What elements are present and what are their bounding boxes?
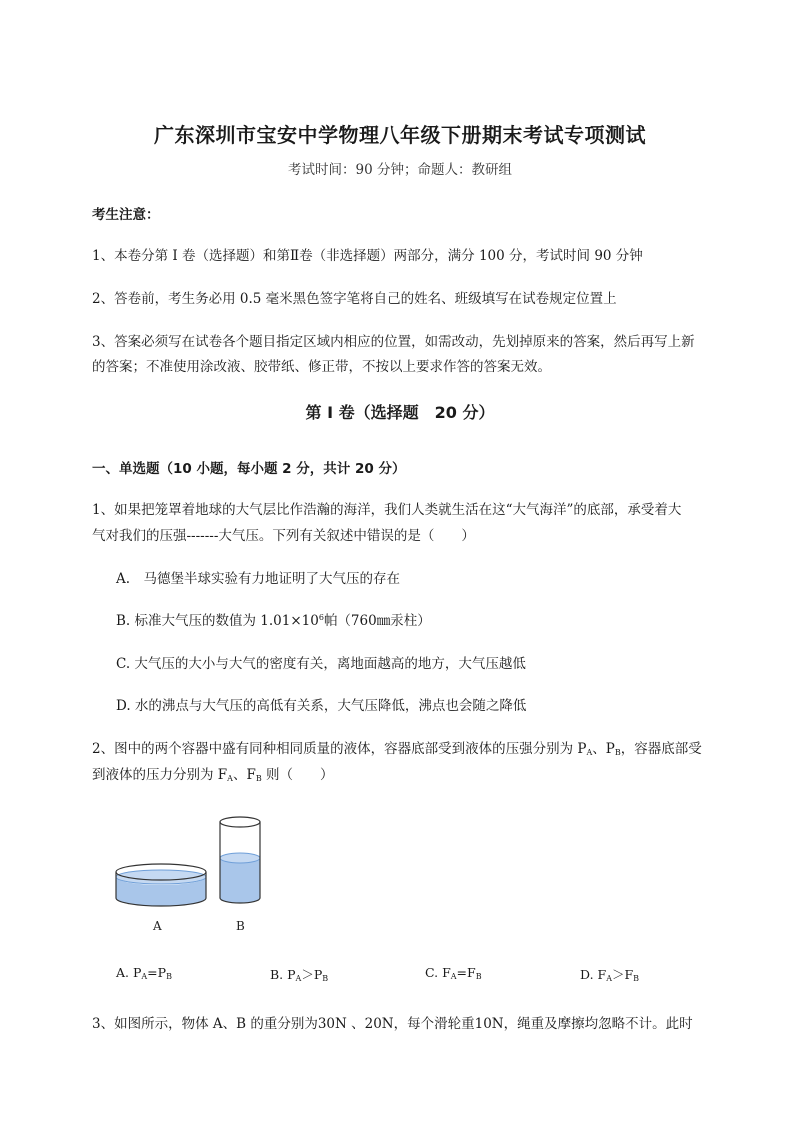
container-b-rim (220, 817, 260, 827)
q2-option-a (116, 965, 172, 981)
q2-opt-d-rel: ＞F (611, 967, 634, 982)
q2-opt-b-p: B. P (270, 967, 296, 982)
notice-item-2: 2、答卷前，考生务必用 0.5 毫米黑色签字笔将自己的姓名、班级填写在试卷规定位置上 (92, 291, 617, 307)
q2-stem-tail: ，容器底部受 (620, 741, 702, 757)
q2-line2-sub-a: A (227, 774, 233, 783)
q1-option-c: C. 大气压的大小与大气的密度有关，离地面越高的地方，大气压越低 (116, 656, 526, 672)
section-title: 第 I 卷（选择题 20 分） (305, 403, 495, 422)
q2-option-d (580, 965, 639, 983)
q1-option-b-exponent: 6 (318, 613, 324, 622)
part-heading: 一、单选题（10 小题，每小题 2 分，共计 20 分） (92, 461, 406, 477)
q2-line2-tail: 则（ ） (261, 767, 334, 783)
q2-opt-b-sub2: B (322, 974, 329, 983)
notice-item-3-cont: 的答案；不准使用涂改液、胶带纸、修正带，不按以上要求作答的答案无效。 (92, 359, 551, 375)
q1-option-b-text: B. 标准大气压的数值为 1.01×10 (116, 613, 319, 629)
notice-item-3: 3、答案必须写在试卷各个题目指定区域内相应的位置，如需改动，先划掉原来的答案，然后再写上新 (92, 334, 695, 350)
q2-opt-b-rel: ＞P (301, 967, 323, 982)
exam-subtitle: 考试时间：90 分钟；命题人：教研组 (288, 162, 512, 178)
q2-opt-a-p: A. P (116, 965, 142, 980)
q1-option-b (116, 609, 431, 629)
q3-stem-line1: 3、如图所示，物体 A、B 的重分别为30N 、20N，每个滑轮重10N，绳重及摩擦均忽略不计。此时 (92, 1016, 693, 1032)
notice-heading: 考生注意： (92, 207, 160, 223)
q2-stem-line2 (92, 763, 334, 783)
container-b-label: B (236, 919, 245, 933)
container-a-label: A (153, 919, 162, 933)
q2-option-b (270, 965, 328, 983)
q1-option-d: D. 水的沸点与大气压的高低有关系，大气压降低，沸点也会随之降低 (116, 698, 527, 714)
q2-opt-a-rel: =P (147, 965, 167, 980)
q2-opt-d-sub2: B (633, 974, 640, 983)
q2-option-c (425, 965, 482, 981)
container-b-liquid (220, 858, 260, 903)
q2-stem-text: 2、图中的两个容器中盛有同种相同质量的液体，容器底部受到液体的压强分别为 P (92, 741, 587, 757)
q2-line2-text: 到液体的压力分别为 F (92, 767, 228, 783)
q2-opt-d-sub1: A (606, 974, 612, 983)
q2-opt-c-rel: =F (456, 965, 476, 980)
q1-stem-line2: 气对我们的压强-------大气压。下列有关叙述中错误的是（ ） (92, 528, 475, 544)
q2-opt-d-f: D. F (580, 967, 607, 982)
q2-line2-sep: 、F (232, 767, 256, 783)
q1-stem-line1: 1、如果把笼罩着地球的大气层比作浩瀚的海洋，我们人类就生活在这“大气海洋”的底部，承受着大 (92, 502, 682, 518)
q2-opt-c-f: C. F (425, 965, 451, 980)
q2-opt-c-sub2: B (475, 972, 482, 981)
notice-item-1: 1、本卷分第 I 卷（选择题）和第Ⅱ卷（非选择题）两部分，满分 100 分，考试时间 90 分钟 (92, 248, 643, 264)
q1-option-a: A. 马德堡半球实验有力地证明了大气压的存在 (116, 571, 401, 587)
q2-stem-line1 (92, 737, 702, 757)
q1-option-b-unit: 帕（760㎜汞柱） (323, 613, 431, 629)
q2-sub-b: B (614, 748, 621, 757)
q2-opt-b-sub1: A (295, 974, 302, 983)
containers-figure (100, 810, 280, 940)
q2-sub-a: A (586, 748, 593, 757)
q2-opt-a-sub1: A (141, 972, 148, 981)
container-a-liquid-surface (116, 870, 206, 884)
q2-opt-c-sub1: A (450, 972, 457, 981)
container-b-liquid-surface (220, 853, 260, 863)
exam-title: 广东深圳市宝安中学物理八年级下册期末考试专项测试 (154, 123, 646, 147)
q2-sep: 、P (592, 741, 615, 757)
q2-line2-sub-b: B (255, 774, 262, 783)
q2-opt-a-sub2: B (166, 972, 172, 981)
